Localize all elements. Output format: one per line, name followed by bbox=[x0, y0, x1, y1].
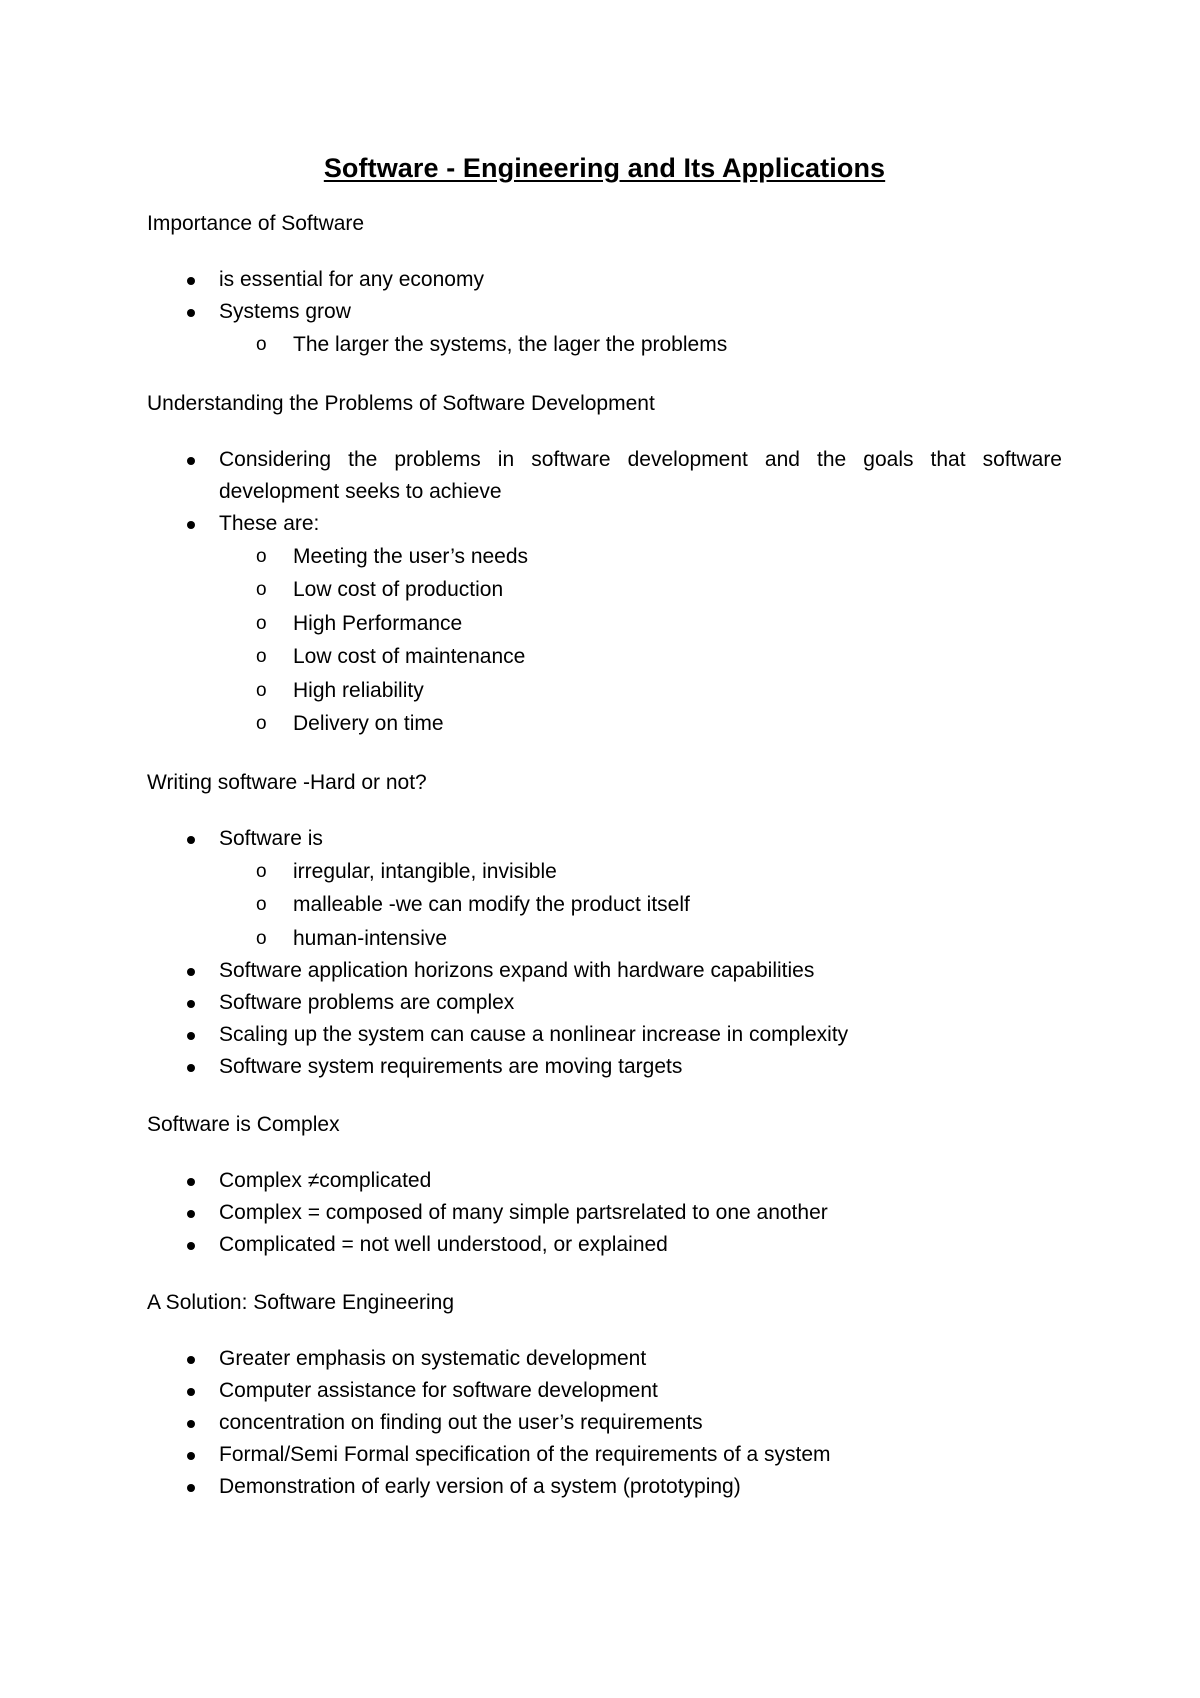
section-heading: Software is Complex bbox=[147, 1113, 340, 1136]
section bbox=[147, 208, 1062, 362]
list-item bbox=[147, 1197, 1062, 1229]
bullet-icon bbox=[187, 1452, 195, 1460]
sub-list-item bbox=[147, 607, 1062, 641]
list-item-text: Considering the problems in software development and the goals that software development seeks to achieve bbox=[219, 447, 1062, 503]
list-item bbox=[147, 1439, 1062, 1471]
sub-list-item-text: irregular, intangible, invisible bbox=[293, 859, 557, 883]
sub-list bbox=[219, 540, 1062, 741]
circle-bullet-icon: o bbox=[256, 927, 267, 949]
sub-list-item bbox=[147, 888, 1062, 922]
list-item bbox=[147, 1343, 1062, 1375]
section bbox=[147, 1287, 1062, 1503]
bullet-icon bbox=[187, 1178, 195, 1186]
bullet-icon bbox=[187, 277, 195, 285]
list-item bbox=[147, 1407, 1062, 1439]
section-heading: A Solution: Software Engineering bbox=[147, 1291, 455, 1314]
list-item-text: Complex ≠complicated bbox=[219, 1169, 432, 1192]
bullet-icon bbox=[187, 1000, 195, 1008]
bullet-icon bbox=[187, 1420, 195, 1428]
list-item bbox=[147, 1165, 1062, 1197]
section bbox=[147, 1109, 1062, 1261]
sub-list-item bbox=[147, 674, 1062, 708]
sub-list-item bbox=[147, 855, 1062, 889]
document-body bbox=[147, 208, 1062, 1503]
section bbox=[147, 767, 1062, 1084]
list-item bbox=[147, 987, 1062, 1019]
list-item-text: Formal/Semi Formal specification of the requirements of a system bbox=[219, 1443, 831, 1466]
list-item bbox=[147, 955, 1062, 987]
list-item-text: Scaling up the system can cause a nonlinear increase in complexity bbox=[219, 1023, 849, 1046]
list-item-text: is essential for any economy bbox=[219, 268, 484, 291]
sub-list-item-text: The larger the systems, the lager the problems bbox=[293, 333, 728, 356]
sub-list bbox=[219, 328, 1062, 362]
list-item-text: Software is bbox=[219, 826, 323, 850]
sub-list-item bbox=[147, 640, 1062, 674]
list-item bbox=[147, 1051, 1062, 1083]
sub-list-item bbox=[147, 707, 1062, 741]
circle-bullet-icon: o bbox=[256, 894, 267, 915]
bullet-icon bbox=[187, 1210, 195, 1218]
list-item bbox=[147, 508, 1062, 741]
circle-bullet-icon: o bbox=[256, 579, 267, 600]
list-item-text: Software system requirements are moving targets bbox=[219, 1055, 683, 1078]
bullet-icon bbox=[187, 1484, 195, 1492]
list-item bbox=[147, 823, 1062, 956]
bullet-icon bbox=[187, 836, 195, 844]
circle-bullet-icon: o bbox=[256, 612, 267, 634]
bullet-icon bbox=[187, 1356, 195, 1364]
section-heading: Writing software -Hard or not? bbox=[147, 770, 427, 794]
circle-bullet-icon: o bbox=[256, 545, 267, 567]
sub-list-item bbox=[147, 573, 1062, 607]
bullet-list bbox=[147, 264, 1062, 362]
list-item-text: Complex = composed of many simple partsrelated to one another bbox=[219, 1201, 828, 1224]
section-heading: Importance of Software bbox=[147, 212, 365, 235]
section-heading: Understanding the Problems of Software Development bbox=[147, 391, 655, 415]
list-item-text: Systems grow bbox=[219, 300, 351, 323]
bullet-icon bbox=[187, 309, 195, 317]
bullet-icon bbox=[187, 521, 195, 529]
sub-list-item-text: Low cost of maintenance bbox=[293, 645, 526, 668]
bullet-icon bbox=[187, 457, 195, 465]
circle-bullet-icon: o bbox=[256, 713, 267, 734]
circle-bullet-icon: o bbox=[256, 646, 267, 667]
list-item-text: Complicated = not well understood, or explained bbox=[219, 1233, 668, 1256]
document-title: Software - Engineering and Its Applications bbox=[323, 153, 886, 183]
sub-list-item bbox=[147, 922, 1062, 956]
bullet-icon bbox=[187, 1388, 195, 1396]
bullet-list bbox=[147, 1343, 1062, 1503]
list-item bbox=[147, 444, 1062, 508]
list-item-text: Demonstration of early version of a system (prototyping) bbox=[219, 1475, 741, 1498]
circle-bullet-icon: o bbox=[256, 860, 267, 882]
sub-list-item-text: Low cost of production bbox=[293, 578, 504, 601]
list-item bbox=[147, 1471, 1062, 1503]
list-item bbox=[147, 1375, 1062, 1407]
sub-list-item-text: High Performance bbox=[293, 611, 463, 635]
list-item bbox=[147, 296, 1062, 362]
bullet-icon bbox=[187, 1064, 195, 1072]
bullet-icon bbox=[187, 1032, 195, 1040]
bullet-list bbox=[147, 444, 1062, 741]
list-item-text: Greater emphasis on systematic development bbox=[219, 1347, 647, 1370]
sub-list-item-text: High reliability bbox=[293, 678, 424, 702]
sub-list-item bbox=[147, 328, 1062, 362]
section bbox=[147, 388, 1062, 741]
bullet-icon bbox=[187, 968, 195, 976]
bullet-list bbox=[147, 823, 1062, 1084]
bullet-icon bbox=[187, 1242, 195, 1250]
list-item-text: These are: bbox=[219, 511, 320, 535]
bullet-list bbox=[147, 1165, 1062, 1261]
list-item bbox=[147, 1019, 1062, 1051]
sub-list bbox=[219, 855, 1062, 956]
sub-list-item bbox=[147, 540, 1062, 574]
list-item bbox=[147, 1229, 1062, 1261]
circle-bullet-icon: o bbox=[256, 679, 267, 701]
list-item-text: Software application horizons expand with hardware capabilities bbox=[219, 959, 815, 982]
sub-list-item-text: Meeting the user’s needs bbox=[293, 544, 529, 568]
sub-list-item-text: malleable -we can modify the product itself bbox=[293, 893, 690, 916]
sub-list-item-text: Delivery on time bbox=[293, 712, 444, 735]
list-item-text: Computer assistance for software development bbox=[219, 1379, 658, 1402]
list-item-text: Software problems are complex bbox=[219, 991, 515, 1014]
circle-bullet-icon: o bbox=[256, 334, 267, 355]
sub-list-item-text: human-intensive bbox=[293, 926, 448, 950]
list-item bbox=[147, 264, 1062, 296]
list-item-text: concentration on finding out the user’s requirements bbox=[219, 1411, 703, 1434]
